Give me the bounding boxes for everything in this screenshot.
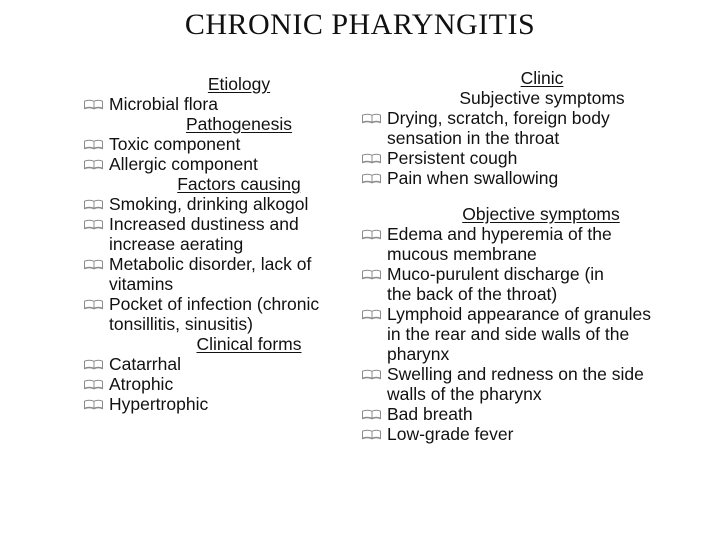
list-item [362, 148, 702, 168]
list-item-text: Pain when swallowing [387, 168, 559, 188]
list-item [84, 294, 354, 334]
subjective-heading: Subjective symptoms [459, 88, 625, 108]
section-gap [362, 188, 702, 204]
list-item-text: Allergic component [109, 154, 258, 174]
bullet-icon [362, 172, 381, 184]
bullet-icon [362, 268, 381, 280]
list-item-text: vitamins [109, 274, 174, 294]
list-item [84, 354, 354, 374]
pathogenesis-list [84, 134, 354, 174]
list-item [84, 94, 354, 114]
list-item [362, 264, 702, 304]
list-item [362, 364, 702, 404]
list-item [84, 154, 354, 174]
list-item [362, 224, 702, 264]
list-item-text: walls of the pharynx [387, 384, 542, 404]
list-item-text: Muco-purulent discharge (in [387, 264, 604, 284]
bullet-icon [84, 218, 103, 230]
list-item [362, 404, 702, 424]
list-item-text: Pocket of infection (chronic [109, 294, 320, 314]
list-item-text: Toxic component [109, 134, 241, 154]
bullet-icon [84, 358, 103, 370]
right-column [362, 68, 702, 444]
bullet-icon [84, 138, 103, 150]
etiology-heading: Etiology [207, 74, 271, 94]
bullet-icon [84, 378, 103, 390]
forms-list [84, 354, 354, 414]
list-item [84, 194, 354, 214]
list-item-text: Metabolic disorder, lack of [109, 254, 312, 274]
list-item-text: Low-grade fever [387, 424, 514, 444]
list-item [84, 374, 354, 394]
list-item-text: Swelling and redness on the side [387, 364, 644, 384]
list-item [84, 134, 354, 154]
objective-list [362, 224, 702, 444]
bullet-icon [362, 408, 381, 420]
list-item-text: Drying, scratch, foreign body [387, 108, 610, 128]
list-item-text: Smoking, drinking alkogol [109, 194, 309, 214]
list-item-text: tonsillitis, sinusitis) [109, 314, 253, 334]
bullet-icon [84, 198, 103, 210]
factors-list [84, 194, 354, 334]
list-item [362, 424, 702, 444]
list-item-text: increase aerating [109, 234, 244, 254]
bullet-icon [84, 158, 103, 170]
bullet-icon [362, 308, 381, 320]
list-item-text: the back of the throat) [387, 284, 558, 304]
list-item [362, 168, 702, 188]
slide-title: CHRONIC PHARYNGITIS [184, 8, 536, 41]
clinic-heading: Clinic [520, 68, 564, 88]
list-item-text: Bad breath [387, 404, 473, 424]
list-item [84, 214, 354, 254]
bullet-icon [362, 368, 381, 380]
bullet-icon [362, 152, 381, 164]
list-item-text: Increased dustiness and [109, 214, 299, 234]
list-item-text: sensation in the throat [387, 128, 560, 148]
bullet-icon [362, 112, 381, 124]
list-item-text: in the rear and side walls of the [387, 324, 630, 344]
list-item-text: Hypertrophic [109, 394, 209, 414]
bullet-icon [362, 228, 381, 240]
list-item [84, 394, 354, 414]
bullet-icon [84, 258, 103, 270]
list-item [84, 254, 354, 294]
list-item-text: Microbial flora [109, 94, 218, 114]
list-item-text: Persistent cough [387, 148, 518, 168]
list-item-text: Atrophic [109, 374, 174, 394]
bullet-icon [84, 398, 103, 410]
pathogenesis-heading: Pathogenesis [185, 114, 293, 134]
list-item [362, 304, 702, 364]
list-item-text: Catarrhal [109, 354, 181, 374]
etiology-list [84, 94, 354, 114]
list-item-text: Edema and hyperemia of the [387, 224, 612, 244]
bullet-icon [84, 298, 103, 310]
subjective-list [362, 108, 702, 188]
list-item-text: Lymphoid appearance of granules [387, 304, 651, 324]
bullet-icon [362, 428, 381, 440]
factors-heading: Factors causing [177, 174, 301, 194]
list-item-text: mucous membrane [387, 244, 537, 264]
bullet-icon [84, 98, 103, 110]
list-item-text: pharynx [387, 344, 450, 364]
list-item [362, 108, 702, 148]
clinical-forms-heading: Clinical forms [196, 334, 302, 354]
left-column [84, 74, 354, 414]
objective-heading: Objective symptoms [462, 204, 620, 224]
